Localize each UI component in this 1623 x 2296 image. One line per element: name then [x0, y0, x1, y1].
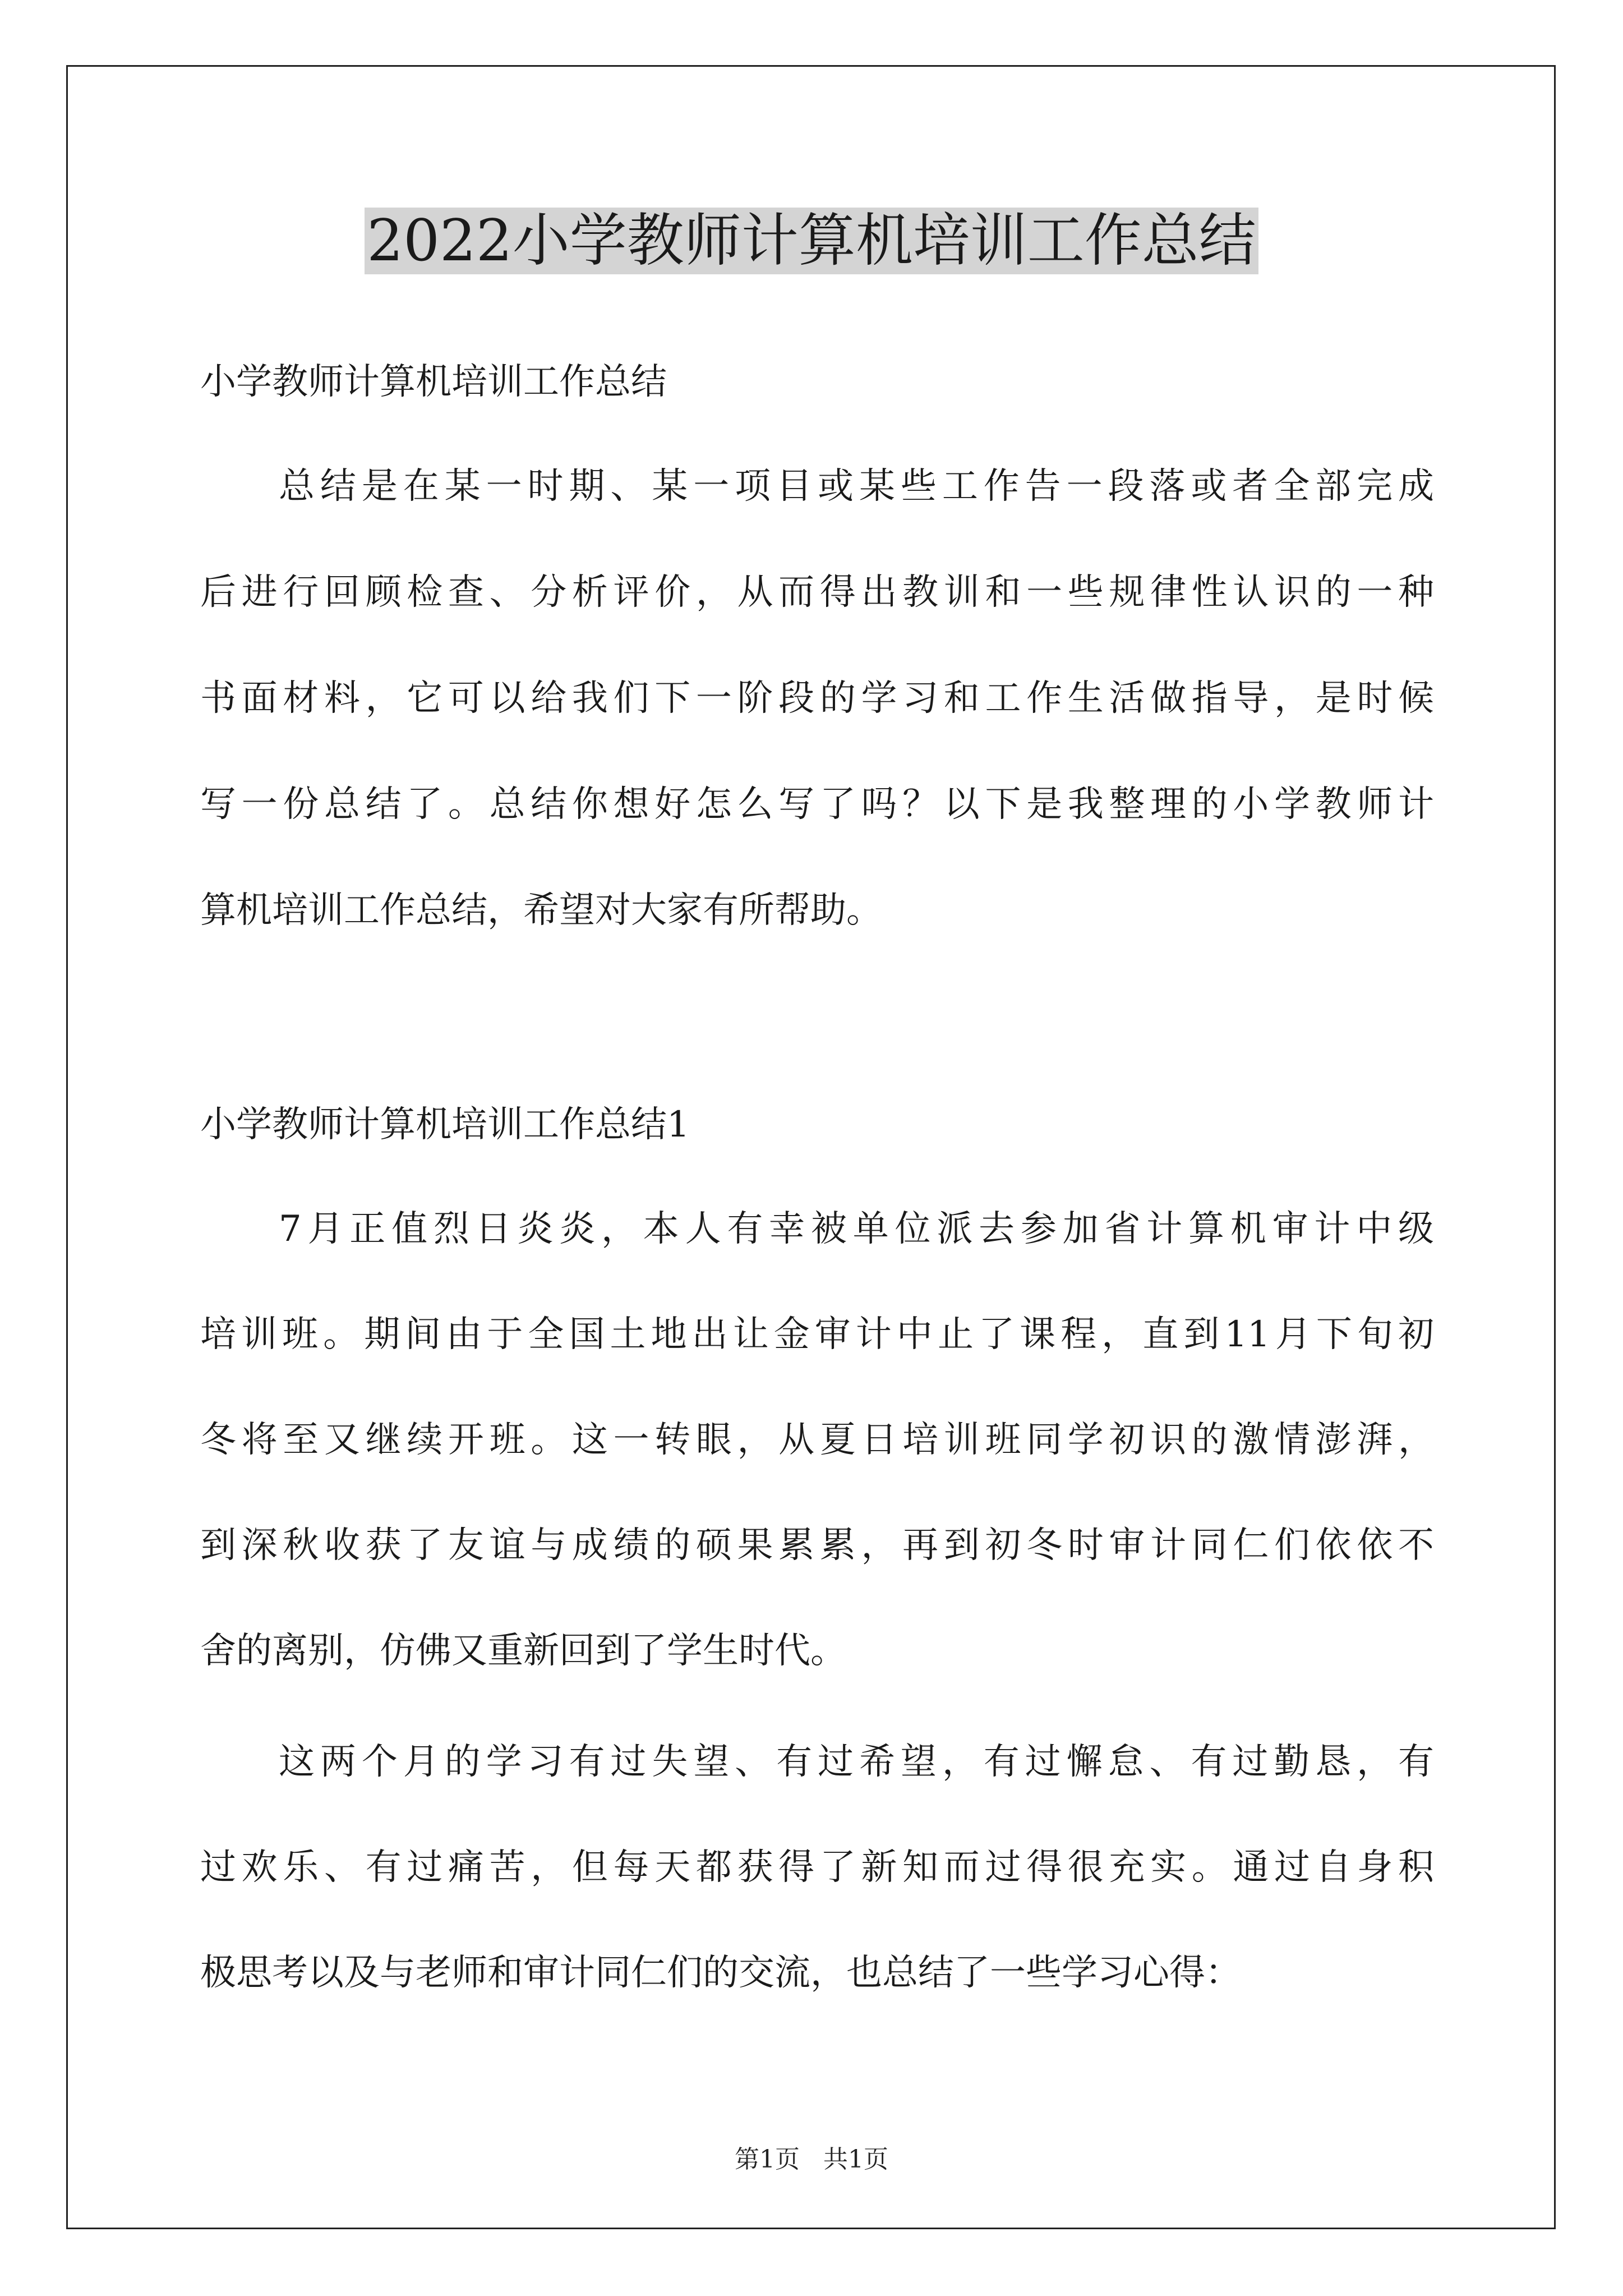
paragraph-line: 培训班。期间由于全国土地出让金审计中止了课程，直到11月下旬初: [200, 1314, 1434, 1355]
section-1-paragraph-1: [200, 1204, 1434, 1676]
paragraph-line: 到深秋收获了友谊与成绩的硕果累累，再到初冬时审计同仁们依依不: [200, 1525, 1434, 1566]
document-subtitle: 小学教师计算机培训工作总结: [200, 361, 667, 403]
paragraph-line: 这两个月的学习有过失望、有过希望，有过懈怠、有过勤恳，有: [279, 1741, 1434, 1783]
page-total: 共1页: [823, 2145, 888, 2174]
intro-line: 总结是在某一时期、某一项目或某些工作告一段落或者全部完成: [279, 466, 1434, 507]
section-1-title: 小学教师计算机培训工作总结1: [200, 1104, 690, 1145]
paragraph-line: 冬将至又继续开班。这一转眼，从夏日培训班同学初识的激情澎湃，: [200, 1419, 1434, 1461]
intro-line: 算机培训工作总结，希望对大家有所帮助。: [200, 890, 882, 931]
paragraph-line: 极思考以及与老师和审计同仁们的交流，也总结了一些学习心得：: [200, 1952, 1241, 1994]
intro-line: 书面材料，它可以给我们下一阶段的学习和工作生活做指导，是时候: [200, 678, 1434, 719]
intro-line: 写一份总结了。总结你想好怎么写了吗？以下是我整理的小学教师计: [200, 784, 1434, 825]
document-title-text: 2022小学教师计算机培训工作总结: [365, 208, 1258, 274]
page-footer: [0, 2143, 1623, 2177]
intro-paragraph: [200, 461, 1434, 936]
section-1-paragraph-2: [200, 1737, 1434, 1998]
page-number: 第1页: [735, 2145, 800, 2174]
document-title: [0, 202, 1623, 280]
paragraph-line: 舍的离别，仿佛又重新回到了学生时代。: [200, 1630, 846, 1672]
intro-line: 后进行回顾检查、分析评价，从而得出教训和一些规律性认识的一种: [200, 572, 1434, 613]
paragraph-line: 7月正值烈日炎炎，本人有幸被单位派去参加省计算机审计中级: [279, 1208, 1434, 1250]
paragraph-line: 过欢乐、有过痛苦，但每天都获得了新知而过得很充实。通过自身积: [200, 1847, 1434, 1888]
